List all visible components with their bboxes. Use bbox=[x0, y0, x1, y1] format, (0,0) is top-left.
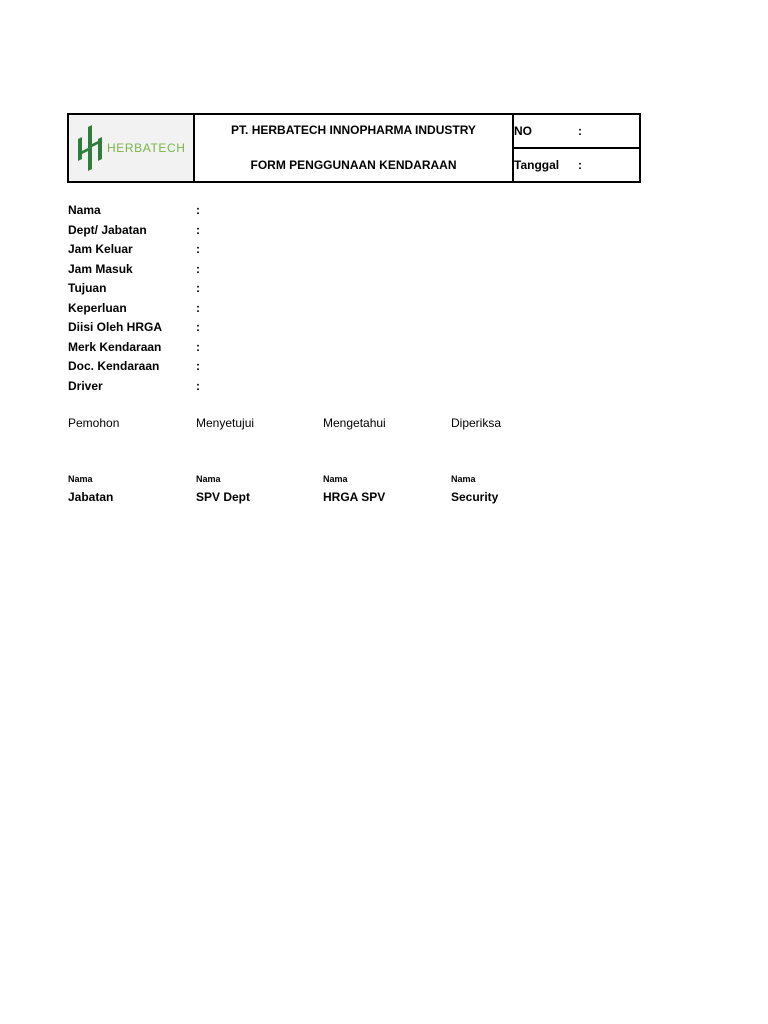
signature-title: Security bbox=[451, 490, 499, 504]
signature-nama-label: Nama bbox=[68, 474, 93, 484]
field-label: Dept/ Jabatan bbox=[68, 222, 147, 237]
field-label: Jam Masuk bbox=[68, 261, 133, 276]
company-name: PT. HERBATECH INNOPHARMA INDUSTRY bbox=[231, 123, 476, 137]
no-label: NO bbox=[514, 124, 532, 138]
field-colon: : bbox=[196, 339, 200, 354]
tanggal-label: Tanggal bbox=[514, 158, 560, 172]
signature-title: HRGA SPV bbox=[323, 490, 386, 504]
field-colon: : bbox=[196, 222, 200, 237]
field-colon: : bbox=[196, 203, 200, 217]
form-title: FORM PENGGUNAAN KENDARAAN bbox=[250, 158, 457, 172]
form-header bbox=[67, 113, 641, 183]
no-cell bbox=[512, 113, 641, 149]
field-colon: : bbox=[196, 300, 200, 315]
field-label: Diisi Oleh HRGA bbox=[68, 320, 163, 334]
field-label: Jam Keluar bbox=[68, 242, 133, 256]
tanggal-cell bbox=[512, 147, 641, 183]
field-colon: : bbox=[196, 281, 200, 295]
field-colon: : bbox=[196, 242, 200, 256]
logo-cell bbox=[67, 113, 195, 183]
tanggal-colon: : bbox=[578, 158, 582, 172]
field-colon: : bbox=[196, 378, 200, 393]
field-colon: : bbox=[196, 359, 200, 373]
field-colon: : bbox=[196, 261, 200, 276]
signature-section bbox=[68, 416, 588, 516]
field-label: Driver bbox=[68, 378, 103, 393]
signature-title: SPV Dept bbox=[196, 490, 251, 504]
signature-role: Diperiksa bbox=[451, 416, 502, 430]
field-label: Merk Kendaraan bbox=[68, 339, 162, 354]
logo-text: HERBATECH bbox=[107, 141, 186, 155]
no-colon: : bbox=[578, 124, 582, 138]
signature-role: Pemohon bbox=[68, 416, 120, 430]
signature-nama-label: Nama bbox=[451, 474, 476, 484]
field-colon: : bbox=[196, 320, 200, 334]
field-label: Tujuan bbox=[68, 281, 107, 295]
title-cell bbox=[193, 113, 514, 183]
signature-nama-label: Nama bbox=[196, 474, 221, 484]
signature-title: Jabatan bbox=[68, 490, 114, 504]
signature-nama-label: Nama bbox=[323, 474, 348, 484]
signature-role: Menyetujui bbox=[196, 416, 255, 430]
field-label: Nama bbox=[68, 203, 101, 217]
field-label: Keperluan bbox=[68, 300, 127, 315]
field-label: Doc. Kendaraan bbox=[68, 359, 160, 373]
signature-role: Mengetahui bbox=[323, 416, 386, 430]
herbatech-logo-icon bbox=[76, 125, 106, 171]
